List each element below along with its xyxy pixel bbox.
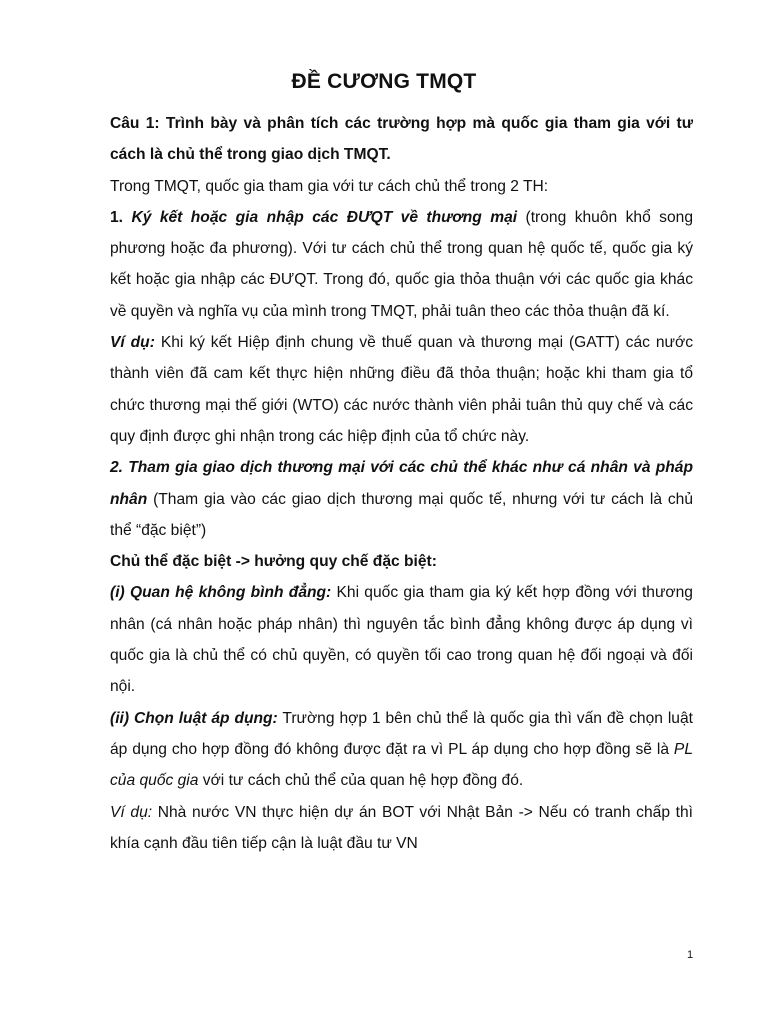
example-1-paragraph: [110, 327, 693, 452]
document-title: ĐỀ CƯƠNG TMQT: [291, 70, 477, 93]
intro-paragraph: Trong TMQT, quốc gia tham gia với tư cách chủ thể trong 2 TH:: [110, 177, 549, 195]
point-1-paragraph: [110, 577, 693, 702]
case-2-paragraph: [110, 452, 693, 546]
example-2-label: Ví dụ:: [110, 803, 153, 821]
case-1-paragraph: [110, 202, 693, 327]
page-number: 1: [687, 949, 694, 961]
example-2-paragraph: [110, 797, 693, 860]
example-2-body: Nhà nước VN thực hiện dự án BOT với Nhật Bản -> Nếu có tranh chấp thì khía cạnh đầu tiên tiếp cận là luật đầu tư VN: [110, 803, 693, 852]
document-body: [110, 108, 693, 859]
case-1-number: 1.: [110, 208, 124, 226]
case-2-body: (Tham gia vào các giao dịch thương mại quốc tế, nhưng với tư cách là chủ thể “đặc biệt”): [110, 490, 693, 539]
point-2-emphasis: PL của quốc gia: [110, 740, 693, 790]
example-1-label: Ví dụ:: [110, 334, 155, 352]
point-2-body-a: Trường hợp 1 bên chủ thể là quốc gia thì vấn đề chọn luật áp dụng cho hợp đồng đó không được đặt ra vì PL áp dụng cho hợp đồng sẽ là: [110, 709, 693, 758]
special-subject-heading: Chủ thể đặc biệt -> hưởng quy chế đặc biệt:: [110, 553, 437, 571]
question-1: Câu 1: Trình bày và phân tích các trường hợp mà quốc gia tham gia với tư cách là chủ thể trong giao dịch TMQT.: [110, 115, 693, 164]
example-1-body: Khi ký kết Hiệp định chung về thuế quan và thương mại (GATT) các nước thành viên đã cam kết thực hiện những điều đã thỏa thuận; hoặc khi tham gia tổ chức thương mại thế giới (WTO) các nước thành viên phải tuân thủ quy chế và các quy định được ghi nhận trong các hiệp định của tổ chức này.: [110, 334, 693, 445]
point-1-body: Khi quốc gia tham gia ký kết hợp đồng với thương nhân (cá nhân hoặc pháp nhân) thì nguyên tắc bình đẳng không được áp dụng vì quốc gia là chủ thể có chủ quyền, có quyền tối cao trong quan hệ đối ngoại và đối nội.: [110, 584, 693, 696]
case-2-heading: 2. Tham gia giao dịch thương mại với các chủ thể khác như cá nhân và pháp nhân: [110, 459, 693, 508]
point-2-paragraph: [110, 703, 693, 797]
case-1-heading: Ký kết hoặc gia nhập các ĐƯQT về thương mại: [131, 208, 518, 226]
case-1-body: (trong khuôn khổ song phương hoặc đa phương). Với tư cách chủ thể trong quan hệ quốc tế, quốc gia ký kết hoặc gia nhập các ĐƯQT. Trong đó, quốc gia thỏa thuận với các quốc gia khác về quyền và nghĩa vụ của mình trong TMQT, phải tuân theo các thỏa thuận đã kí.: [110, 208, 693, 320]
point-2-heading: (ii) Chọn luật áp dụng:: [110, 709, 278, 727]
point-2-body-b: với tư cách chủ thể của quan hệ hợp đồng đó.: [198, 772, 524, 790]
point-1-heading: (i) Quan hệ không bình đẳng:: [110, 584, 332, 602]
